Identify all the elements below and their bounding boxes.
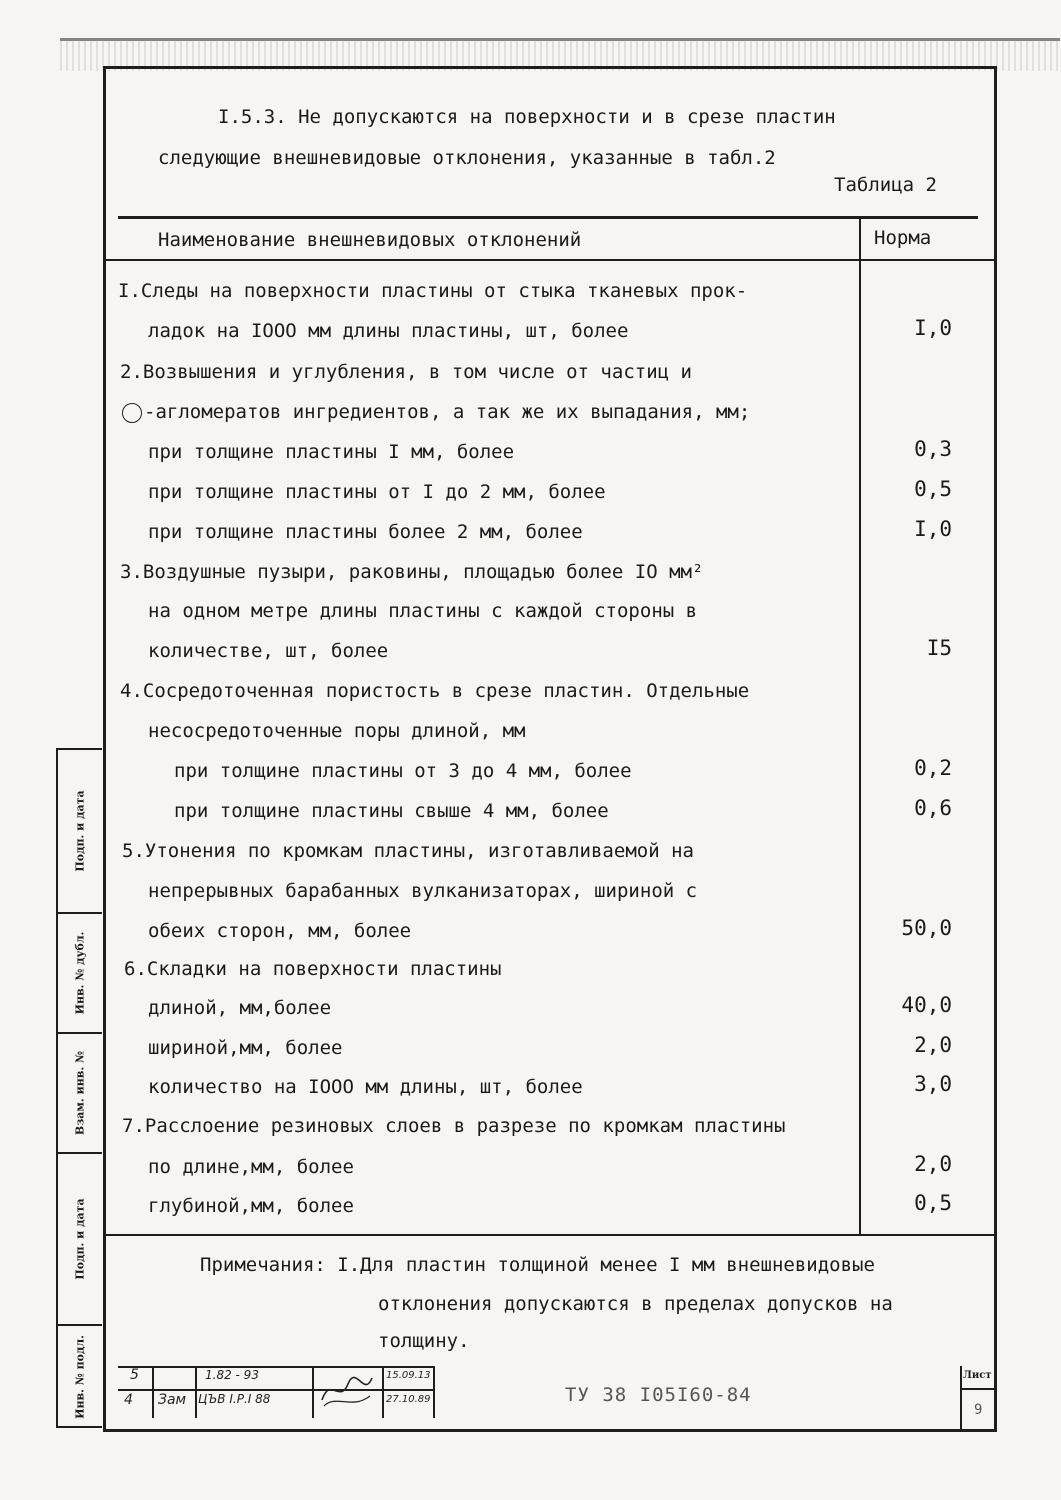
row-text-21: количество на IOOO мм длины, шт, более: [148, 1076, 583, 1098]
date-top: 15.09.13: [386, 1370, 431, 1381]
row-norm-21: 3,0: [914, 1072, 952, 1096]
date-bottom: 27.10.89: [386, 1394, 431, 1405]
row-text-4-label: -агломератов ингредиентов, а так же их выпадания, мм;: [144, 401, 751, 423]
row-text-23: по длине,мм, более: [148, 1156, 354, 1178]
row-norm-5: 0,3: [914, 437, 952, 461]
row-text-10: количестве, шт, более: [148, 640, 389, 662]
sidebar-cell-orig-inv: [58, 1326, 102, 1428]
stamp-mid-rule: [118, 1389, 434, 1391]
table-top-rule: [118, 216, 978, 219]
note-line-3: толщину.: [378, 1330, 470, 1352]
document-code: ТУ 38 I05I60-84: [565, 1384, 752, 1406]
table-bottom-rule: [106, 1234, 994, 1236]
margin-mark-icon: [122, 403, 142, 423]
row-text-2: ладок на IOOO мм длины пластины, шт, более: [148, 320, 629, 342]
row-text-6: при толщине пластины от I до 2 мм, более: [148, 481, 606, 503]
row-text-7: при толщине пластины более 2 мм, более: [148, 521, 583, 543]
row-text-4: [122, 401, 750, 423]
sidebar-cell-sign-date-1: [58, 750, 102, 914]
stamp-divider: [195, 1366, 197, 1418]
row-text-24: глубиной,мм, более: [148, 1195, 354, 1217]
sidebar-label: Взам. инв. №: [73, 1050, 87, 1136]
revision-top: 5: [130, 1367, 139, 1383]
row-text-3: 2.Возвышения и углубления, в том числе от частиц и: [120, 361, 692, 383]
row-text-12: несосредоточенные поры длиной, мм: [148, 720, 526, 742]
row-norm-20: 2,0: [914, 1033, 952, 1057]
sheet-number: 9: [974, 1402, 983, 1418]
stamp-divider: [382, 1366, 384, 1418]
sidebar-label: Подп. и дата: [73, 790, 87, 872]
row-text-11: 4.Сосредоточенная пористость в срезе пластин. Отдельные: [120, 680, 750, 702]
row-norm-19: 40,0: [901, 993, 952, 1017]
row-text-1: I.Следы на поверхности пластины от стыка тканевых прок-: [118, 280, 748, 302]
row-text-20: шириной,мм, более: [148, 1037, 343, 1059]
row-norm-6: 0,5: [914, 477, 952, 501]
stamp-top-rule: [118, 1366, 434, 1368]
row-text-17: обеих сторон, мм, более: [148, 920, 412, 942]
note-line-2: отклонения допускаются в пределах допусков на: [378, 1293, 893, 1315]
sidebar-cell-sign-date-2: [58, 1154, 102, 1326]
doc-number-top: 1.82 - 93: [205, 1368, 259, 1382]
row-norm-13: 0,2: [914, 756, 952, 780]
header-name: Наименование внешневидовых отклонений: [158, 229, 582, 251]
intro-line-2: следующие внешневидовые отклонения, указанные в табл.2: [158, 147, 776, 169]
intro-line-1: I.5.3. Не допускаются на поверхности и в срезе пластин: [218, 106, 836, 128]
stamp-divider: [433, 1366, 435, 1418]
left-stamp-column: [56, 748, 102, 1428]
note-line-1: Примечания: I.Для пластин толщиной менее I мм внешневидовые: [200, 1254, 875, 1276]
sidebar-label: Инв. № дубл.: [73, 931, 87, 1015]
row-text-22: 7.Расслоение резиновых слоев в разрезе по кромкам пластины: [122, 1115, 786, 1137]
row-text-14: при толщине пластины свыше 4 мм, более: [174, 800, 609, 822]
row-norm-24: 0,5: [914, 1191, 952, 1215]
page-frame: [103, 66, 997, 1432]
header-norm: Норма: [874, 227, 932, 249]
sidebar-label: Подп. и дата: [73, 1198, 87, 1280]
row-norm-23: 2,0: [914, 1152, 952, 1176]
table-label: Таблица 2: [834, 174, 937, 196]
row-text-15: 5.Утонения по кромкам пластины, изготавливаемой на: [122, 840, 694, 862]
row-text-16: непрерывных барабанных вулканизаторах, шириной с: [148, 880, 698, 902]
row-norm-2: I,0: [914, 316, 952, 340]
norm-column-divider: [859, 219, 861, 1235]
row-norm-14: 0,6: [914, 796, 952, 820]
zam-label: Зам: [158, 1392, 187, 1408]
row-norm-17: 50,0: [901, 916, 952, 940]
row-norm-10: I5: [926, 636, 952, 660]
stamp-divider: [152, 1366, 154, 1418]
signature-icon: [318, 1370, 376, 1410]
sheet-label: Лист: [963, 1370, 992, 1381]
stamp-divider: [312, 1366, 314, 1418]
row-text-5: при толщине пластины I мм, более: [148, 441, 515, 463]
row-text-18: 6.Складки на поверхности пластины: [124, 958, 502, 980]
sheet-box-rule: [960, 1388, 996, 1390]
row-norm-7: I,0: [914, 517, 952, 541]
revision-bottom: 4: [124, 1392, 133, 1408]
row-text-8: 3.Воздушные пузыри, раковины, площадью более IO мм²: [120, 561, 704, 583]
sheet-box-divider: [960, 1366, 962, 1432]
row-text-9: на одном метре длины пластины с каждой стороны в: [148, 600, 698, 622]
row-text-13: при толщине пластины от 3 до 4 мм, более: [174, 760, 632, 782]
sidebar-cell-dup-inv: [58, 914, 102, 1034]
row-text-19: длиной, мм,более: [148, 997, 332, 1019]
sidebar-cell-replace-inv: [58, 1034, 102, 1154]
doc-number-bottom: ЦЪВ I.Р.I 88: [198, 1392, 271, 1406]
sidebar-label: Инв. № подл.: [73, 1335, 87, 1419]
